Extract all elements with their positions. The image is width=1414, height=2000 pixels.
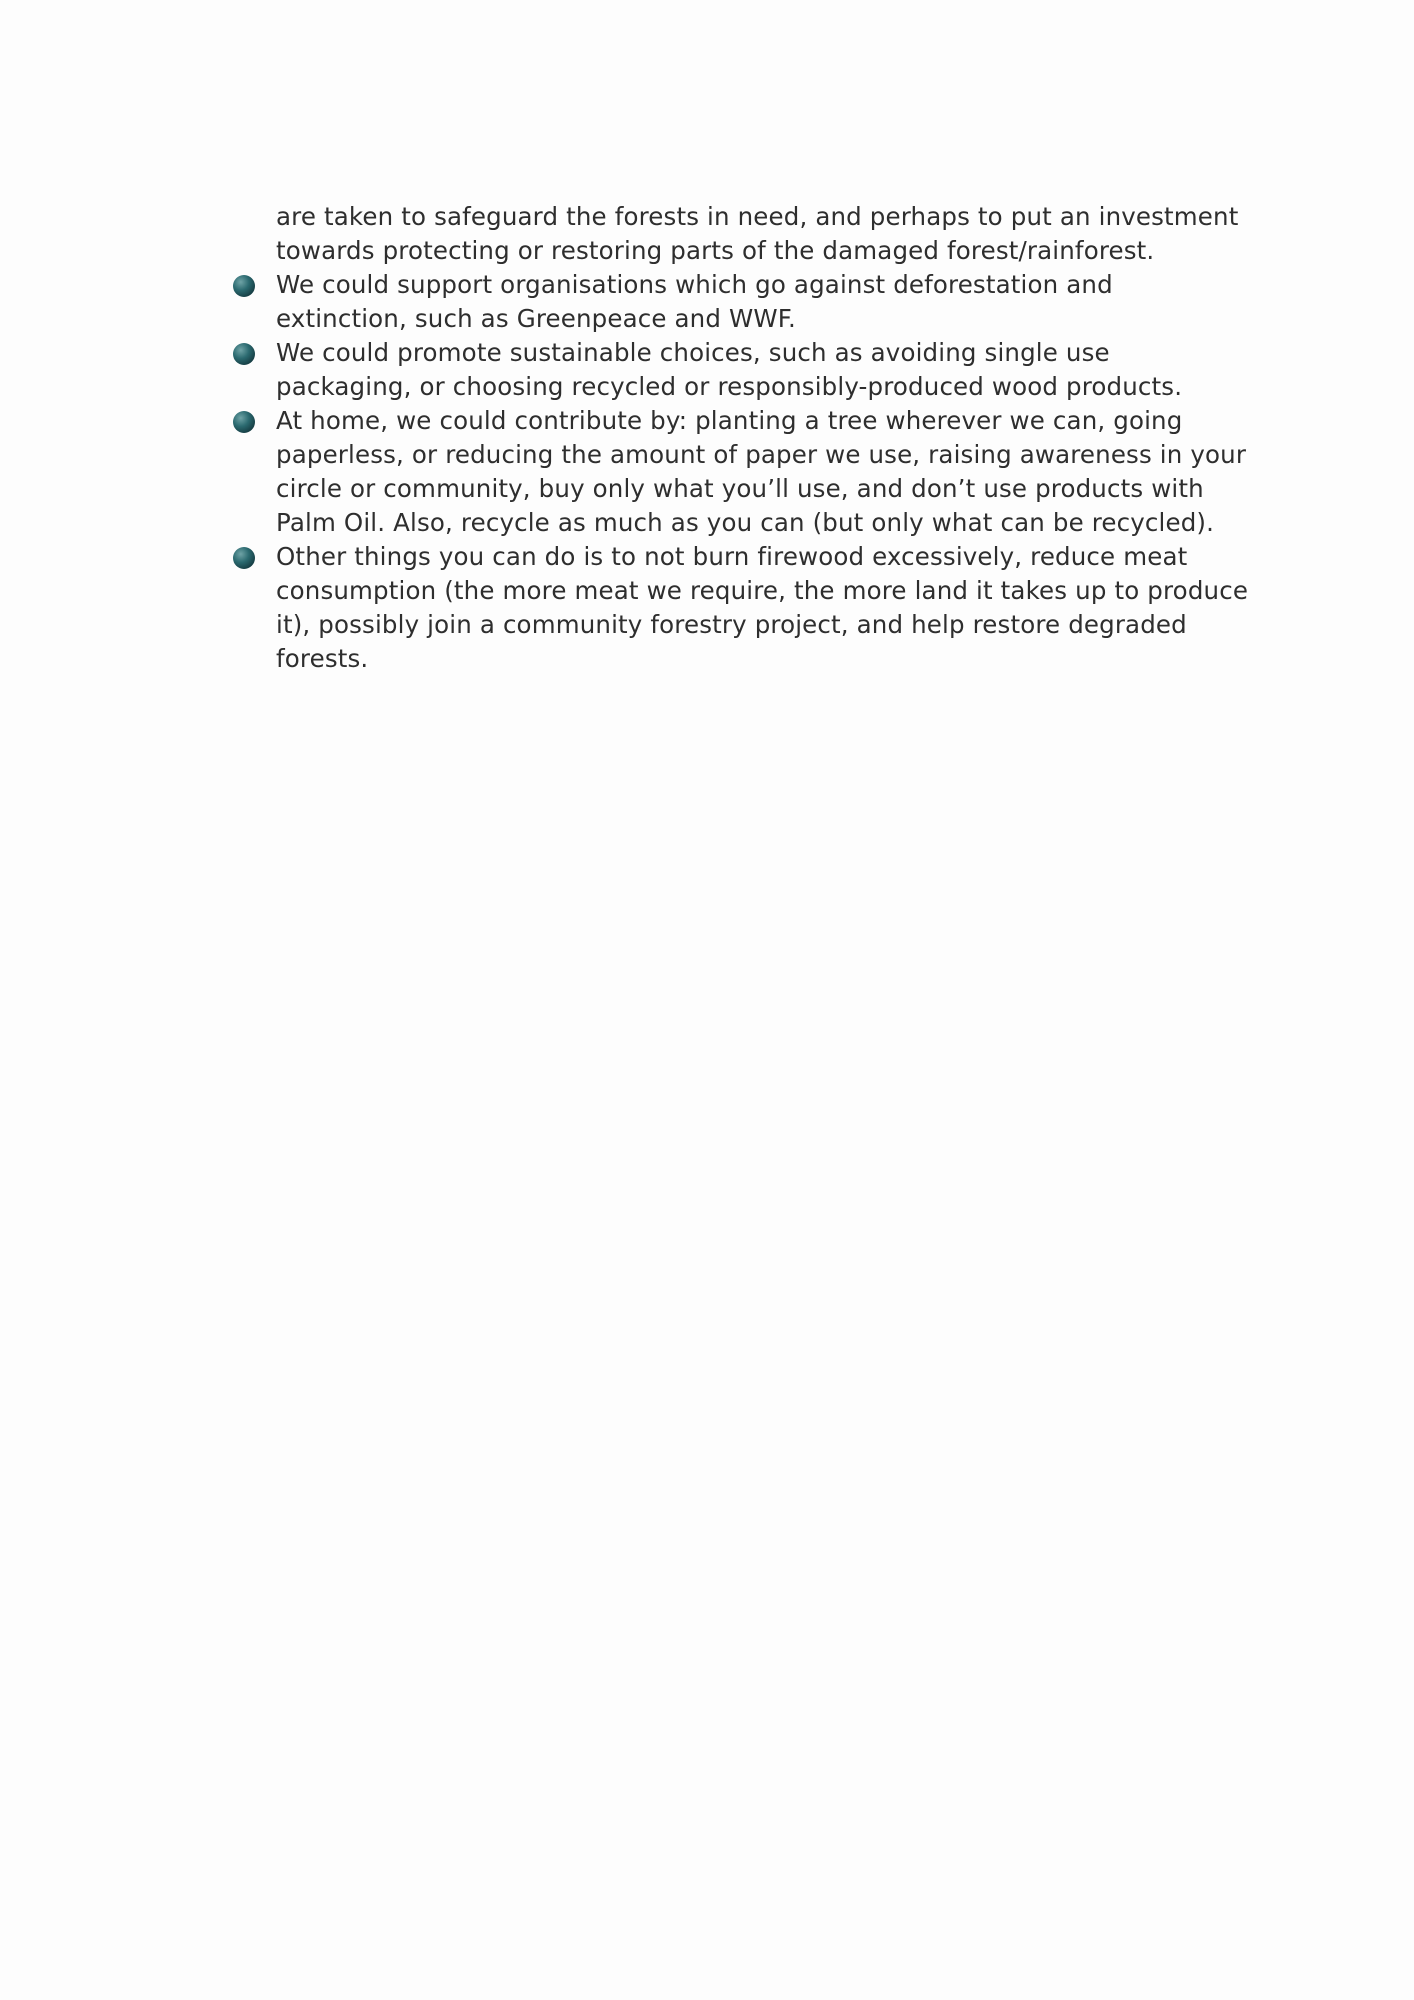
bullet-item-support-organisations	[276, 268, 1286, 336]
text-line: paperless, or reducing the amount of paper we use, raising awareness in your	[276, 440, 1247, 469]
text-line: are taken to safeguard the forests in need, and perhaps to put an investment	[276, 202, 1239, 231]
text-line: forests.	[276, 644, 369, 673]
text-line: extinction, such as Greenpeace and WWF.	[276, 304, 796, 333]
text-line: circle or community, buy only what you’ll use, and don’t use products with	[276, 474, 1204, 503]
text-line: towards protecting or restoring parts of the damaged forest/rainforest.	[276, 236, 1155, 265]
teal-sphere-bullet-icon	[233, 411, 255, 433]
continued-paragraph	[276, 200, 1286, 268]
text-line: it), possibly join a community forestry project, and help restore degraded	[276, 610, 1187, 639]
bullet-item-sustainable-choices	[276, 336, 1286, 404]
text-line: Other things you can do is to not burn firewood excessively, reduce meat	[276, 542, 1188, 571]
text-line: At home, we could contribute by: planting a tree wherever we can, going	[276, 406, 1183, 435]
bullet-item-other-things	[276, 540, 1286, 676]
text-line: Palm Oil. Also, recycle as much as you can (but only what can be recycled).	[276, 508, 1215, 537]
text-line: We could promote sustainable choices, such as avoiding single use	[276, 338, 1110, 367]
text-line: We could support organisations which go against deforestation and	[276, 270, 1113, 299]
text-line: consumption (the more meat we require, the more land it takes up to produce	[276, 576, 1249, 605]
teal-sphere-bullet-icon	[233, 275, 255, 297]
bullet-item-at-home	[276, 404, 1286, 540]
document-body	[276, 200, 1286, 676]
text-line: packaging, or choosing recycled or responsibly-produced wood products.	[276, 372, 1183, 401]
bullet-list	[276, 268, 1286, 676]
teal-sphere-bullet-icon	[233, 547, 255, 569]
teal-sphere-bullet-icon	[233, 343, 255, 365]
